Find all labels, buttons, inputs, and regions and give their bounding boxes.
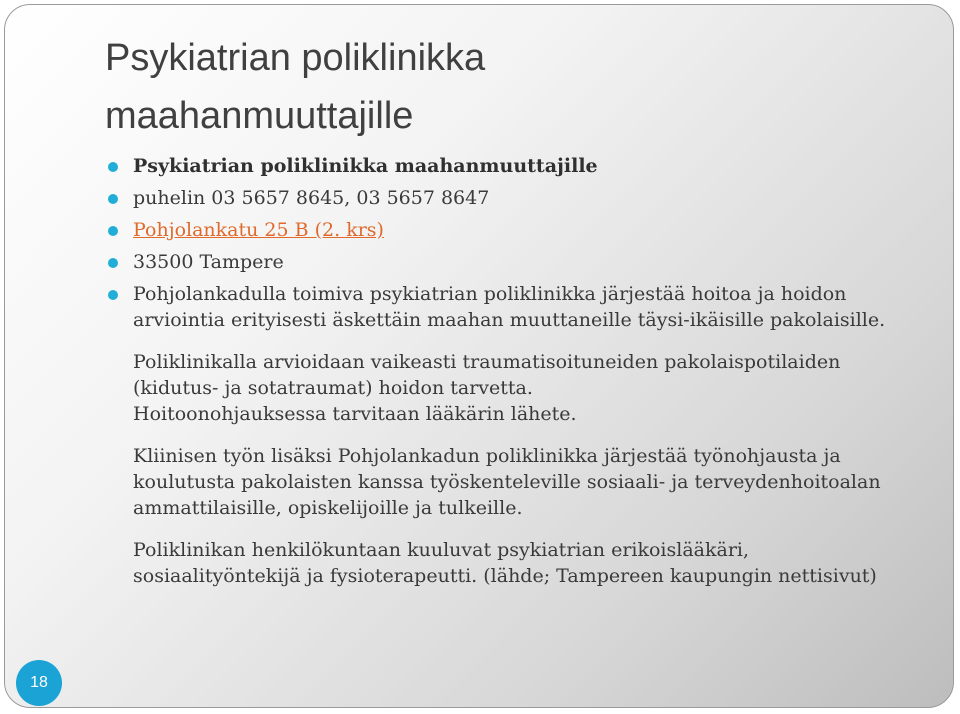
paragraph-line: sosiaalityöntekijä ja fysioterapeutti. (lähde; Tampereen kaupungin nettisivut)	[133, 565, 877, 587]
slide-content	[105, 153, 905, 589]
paragraph-line: Poliklinikalla arvioidaan vaikeasti traumatisoituneiden pakolaispotilaiden	[133, 351, 841, 373]
paragraph-line: koulutusta pakolaisten kanssa työskenteleville sosiaali- ja terveydenhoitoalan	[133, 471, 881, 493]
bullet-text-line: arviointia erityisesti äskettäin maahan muuttaneille täysi-ikäisille pakolaisille.	[133, 309, 886, 331]
bullet-dot-icon	[108, 226, 118, 236]
paragraph-line: Hoitoonohjauksessa tarvitaan lääkärin lähete.	[133, 403, 577, 425]
title-line-1: Psykiatrian poliklinikka	[105, 37, 486, 79]
bullet-text: Psykiatrian poliklinikka maahanmuuttajille	[133, 155, 598, 177]
bullet-text: puhelin 03 5657 8645, 03 5657 8647	[133, 187, 490, 209]
bullet-text-line: Pohjolankadulla toimiva psykiatrian poliklinikka järjestää hoitoa ja hoidon	[133, 283, 847, 305]
paragraph-line: (kidutus- ja sotatraumat) hoidon tarvetta.	[133, 377, 533, 399]
paragraph-line: Poliklinikan henkilökuntaan kuuluvat psykiatrian erikoislääkäri,	[133, 539, 750, 561]
address-link[interactable]: Pohjolankatu 25 B (2. krs)	[133, 219, 384, 241]
bullet-item	[105, 249, 905, 275]
bullet-item	[105, 153, 905, 179]
paragraph-line: ammattilaisille, opiskelijoille ja tulkeille.	[133, 497, 523, 519]
paragraph-line: Kliinisen työn lisäksi Pohjolankadun poliklinikka järjestää työnohjausta ja	[133, 445, 841, 467]
title-line-2: maahanmuuttajille	[105, 95, 414, 137]
slide-title	[105, 29, 805, 145]
paragraph-staff	[105, 537, 905, 589]
bullet-item	[105, 185, 905, 211]
slide	[4, 4, 954, 708]
paragraph-training	[105, 443, 905, 521]
bullet-dot-icon	[108, 194, 118, 204]
bullet-dot-icon	[108, 290, 118, 300]
bullet-dot-icon	[108, 162, 118, 172]
bullet-text: 33500 Tampere	[133, 251, 284, 273]
bullet-dot-icon	[108, 258, 118, 268]
paragraph-assessment	[105, 349, 905, 427]
bullet-item	[105, 281, 905, 333]
bullet-item	[105, 217, 905, 243]
slide-number-badge: 18	[16, 660, 62, 706]
